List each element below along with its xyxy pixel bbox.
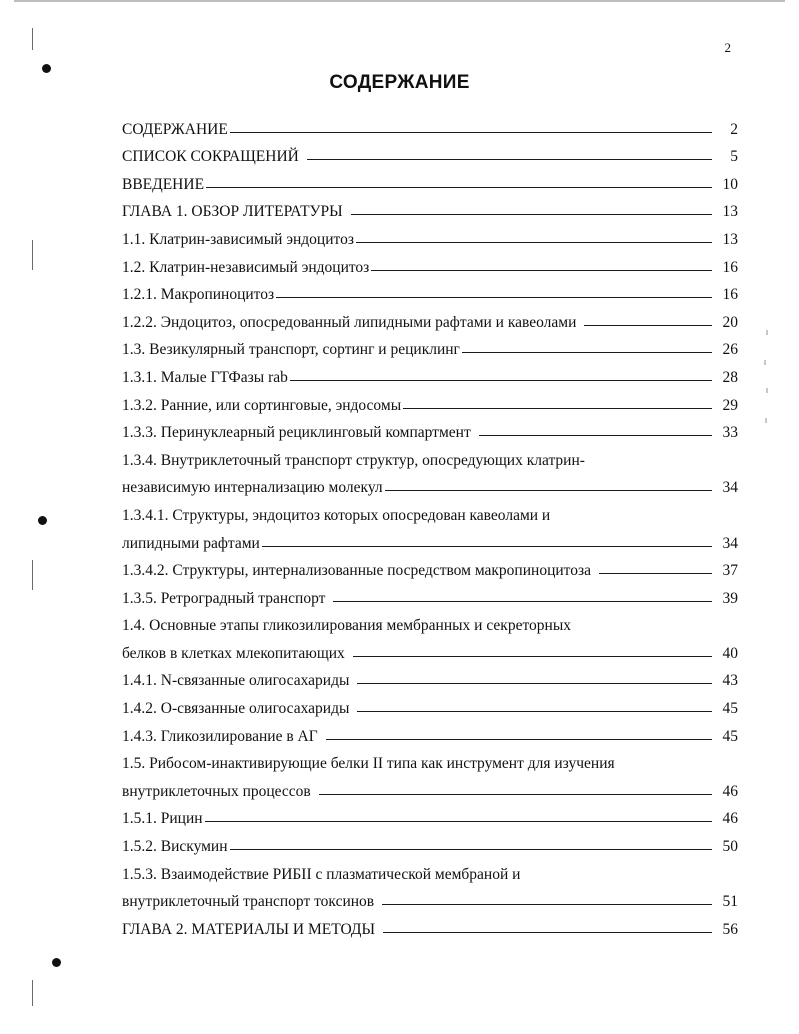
toc-entry (122, 166, 738, 194)
toc-entry-title: 1.3.4.1. Структуры, эндоцитоз которых опосредован кавеолами и (122, 506, 551, 524)
toc-entry (122, 828, 738, 856)
toc-entry-title: СПИСОК СОКРАЩЕНИЙ (122, 148, 299, 166)
toc-entry-title: 1.3.3. Перинуклеарный рециклинговый компартмент (122, 424, 471, 442)
toc-entry-page: 43 (722, 672, 738, 690)
toc-entry (122, 221, 738, 249)
toc-entry-page: 45 (722, 700, 738, 718)
toc-leader-line (599, 573, 712, 574)
scan-speck (764, 360, 766, 365)
scan-speck (765, 418, 767, 423)
toc-entry-title: 1.3.5. Ретроградный транспорт (122, 589, 326, 607)
scan-edge-mark (32, 28, 33, 50)
toc-entry (122, 304, 738, 332)
toc-entry-title: 1.5. Рибосом-инактивирующие белки II типа как инструмент для изучения (122, 755, 615, 773)
toc-leader-line (319, 794, 712, 795)
toc-leader-line (357, 683, 712, 684)
toc-entry-page: 46 (722, 782, 738, 800)
scan-top-border (14, 0, 785, 2)
toc-entry (122, 746, 738, 774)
toc-entry-page: 50 (722, 838, 738, 856)
toc-entry (122, 911, 738, 939)
toc-entry-page: 34 (722, 534, 738, 552)
toc-entry-title: 1.3.1. Малые ГТФазы rab (122, 368, 288, 386)
toc-entry-page: 33 (722, 424, 738, 442)
toc-entry (122, 580, 738, 608)
toc-entry (122, 497, 738, 525)
toc-entry-page: 46 (722, 810, 738, 828)
toc-entry-title: 1.3.4.2. Структуры, интернализованные посредством макропиноцитоза (122, 562, 591, 580)
toc-leader-line (262, 546, 712, 547)
toc-entry-title: внутриклеточный транспорт токсинов (122, 893, 375, 911)
toc-entry-title: 1.4.3. Гликозилирование в АГ (122, 727, 318, 745)
toc-leader-line (479, 435, 712, 436)
toc-entry (122, 663, 738, 691)
toc-entry-title: ГЛАВА 1. ОБЗОР ЛИТЕРАТУРЫ (122, 203, 343, 221)
toc-leader-line (326, 739, 712, 740)
punch-hole-mark (52, 958, 61, 967)
toc-entry-page: 45 (722, 727, 738, 745)
toc-entry-title: ВВЕДЕНИЕ (122, 175, 205, 193)
toc-entry (122, 387, 738, 415)
toc-entry-title: 1.3.2. Ранние, или сортинговые, эндосомы (122, 396, 402, 414)
toc-entry-page: 2 (730, 120, 738, 138)
toc-entry (122, 111, 738, 139)
toc-leader-line (333, 601, 712, 602)
toc-leader-line (584, 325, 712, 326)
toc-entry-title: 1.5.2. Вискумин (122, 838, 228, 856)
toc-entry-page: 16 (722, 258, 738, 276)
toc-entry-title: липидными рафтами (122, 534, 260, 552)
toc-entry-page: 13 (722, 230, 738, 248)
toc-leader-line (383, 932, 712, 933)
toc-leader-line (353, 656, 712, 657)
punch-hole-mark (38, 516, 47, 525)
toc-leader-line (357, 711, 712, 712)
toc-entry-title: 1.3. Везикулярный транспорт, сортинг и рециклинг (122, 341, 460, 359)
toc-entry-page: 51 (722, 893, 738, 911)
toc-entry (122, 525, 738, 553)
toc-entry (122, 359, 738, 387)
toc-entry-page: 40 (722, 644, 738, 662)
toc-entry (122, 553, 738, 581)
toc-entry-title: 1.3.4. Внутриклеточный транспорт структур, опосредующих клатрин- (122, 451, 585, 469)
toc-leader-line (290, 380, 712, 381)
toc-leader-line (206, 187, 712, 188)
toc-entry-page: 37 (722, 562, 738, 580)
toc-entry (122, 332, 738, 360)
toc-entry-title: 1.2.2. Эндоцитоз, опосредованный липидными рафтами и кавеолами (122, 313, 577, 331)
toc-entry-page: 20 (722, 313, 738, 331)
toc-entry-page: 28 (722, 368, 738, 386)
toc-entry-page: 34 (722, 479, 738, 497)
toc-leader-line (205, 821, 712, 822)
toc-entry (122, 856, 738, 884)
toc-entry-page: 5 (730, 148, 738, 166)
toc-entry (122, 718, 738, 746)
scan-edge-mark (32, 560, 33, 590)
scan-edge-mark (32, 980, 33, 1006)
toc-leader-line (356, 242, 712, 243)
page-title: СОДЕРЖАНИЕ (329, 72, 470, 93)
scan-speck (766, 388, 768, 393)
toc-entry (122, 773, 738, 801)
toc-entry-page: 39 (722, 589, 738, 607)
toc-leader-line (230, 849, 712, 850)
page-number: 2 (724, 40, 731, 55)
toc-entry (122, 194, 738, 222)
toc-leader-line (307, 159, 712, 160)
toc-entry-title: СОДЕРЖАНИЕ (122, 120, 228, 138)
toc-entry (122, 442, 738, 470)
toc-entry-title: 1.2.1. Макропиноцитоз (122, 286, 275, 304)
toc-entry (122, 690, 738, 718)
toc-entry-title: 1.4. Основные этапы гликозилирования мембранных и секреторных (122, 617, 571, 635)
toc-entry (122, 884, 738, 912)
scan-speck (766, 330, 768, 335)
toc-entry-title: 1.1. Клатрин-зависимый эндоцитоз (122, 230, 354, 248)
toc-entry (122, 415, 738, 443)
toc-entry (122, 277, 738, 305)
toc-entry-title: 1.5.1. Рицин (122, 810, 203, 828)
toc-leader-line (230, 132, 712, 133)
toc-entry-page: 13 (722, 203, 738, 221)
toc-entry-page: 26 (722, 341, 738, 359)
toc-leader-line (351, 214, 712, 215)
toc-leader-line (385, 490, 712, 491)
toc-entry-title: независимую интернализацию молекул (122, 479, 383, 497)
toc-leader-line (382, 904, 712, 905)
toc-entry-title: 1.5.3. Взаимодействие РИБII с плазматической мембраной и (122, 865, 521, 883)
toc-leader-line (276, 297, 712, 298)
scan-edge-mark (32, 240, 33, 270)
toc-entry-page: 10 (722, 175, 738, 193)
toc-entry-page: 56 (722, 920, 738, 938)
toc-leader-line (403, 408, 712, 409)
toc-entry-title: 1.4.2. О-связанные олигосахариды (122, 700, 350, 718)
toc-entry-title: 1.4.1. N-связанные олигосахариды (122, 672, 350, 690)
toc-entry-title: 1.2. Клатрин-независимый эндоцитоз (122, 258, 370, 276)
table-of-contents (122, 111, 738, 939)
toc-entry (122, 249, 738, 277)
toc-entry-page: 16 (722, 286, 738, 304)
toc-entry-title: белков в клетках млекопитающих (122, 644, 345, 662)
toc-entry-title: внутриклеточных процессов (122, 782, 311, 800)
toc-entry (122, 608, 738, 636)
toc-leader-line (462, 352, 712, 353)
toc-entry (122, 139, 738, 167)
toc-entry (122, 801, 738, 829)
toc-entry (122, 470, 738, 498)
toc-entry-page: 29 (722, 396, 738, 414)
toc-leader-line (371, 270, 712, 271)
toc-entry (122, 635, 738, 663)
toc-entry-title: ГЛАВА 2. МАТЕРИАЛЫ И МЕТОДЫ (122, 920, 375, 938)
